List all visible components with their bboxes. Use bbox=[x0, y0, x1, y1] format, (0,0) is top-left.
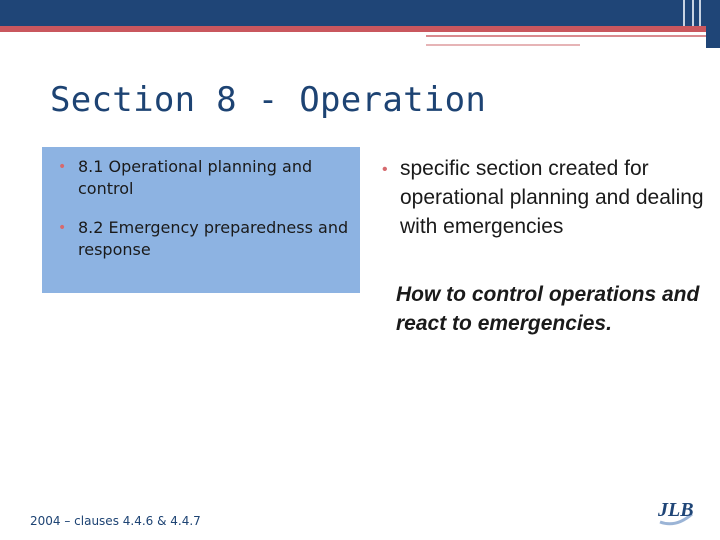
right-bullet-text: specific section created for operational planning and dealing with emergencies bbox=[400, 157, 704, 238]
jlb-logo bbox=[654, 492, 698, 528]
left-bullet-text: 8.1 Operational planning and control bbox=[78, 157, 313, 198]
left-content-box bbox=[42, 147, 360, 293]
right-content bbox=[380, 154, 710, 241]
footer-text: 2004 – clauses 4.4.6 & 4.4.7 bbox=[30, 514, 201, 528]
header-stripe bbox=[699, 0, 701, 26]
left-bullet-list bbox=[42, 156, 360, 261]
slide-title: Section 8 - Operation bbox=[50, 80, 487, 120]
header-red-band bbox=[0, 26, 720, 32]
svg-text:JLB: JLB bbox=[658, 499, 694, 521]
header-bar bbox=[0, 0, 720, 26]
header-accent-line bbox=[426, 35, 716, 37]
header-corner-block bbox=[706, 0, 720, 48]
left-bullet-text: 8.2 Emergency preparedness and response bbox=[78, 218, 349, 259]
bullet-icon: • bbox=[58, 159, 67, 175]
bullet-icon: • bbox=[382, 161, 388, 178]
header-accent-line-short bbox=[426, 44, 580, 46]
left-bullet-item bbox=[42, 217, 360, 261]
bullet-icon: • bbox=[58, 220, 67, 236]
header-stripe bbox=[683, 0, 685, 26]
right-bullet-item bbox=[380, 154, 710, 241]
left-bullet-item bbox=[42, 156, 360, 200]
header-stripe bbox=[692, 0, 694, 26]
emphasis-text: How to control operations and react to emergencies. bbox=[396, 283, 700, 335]
